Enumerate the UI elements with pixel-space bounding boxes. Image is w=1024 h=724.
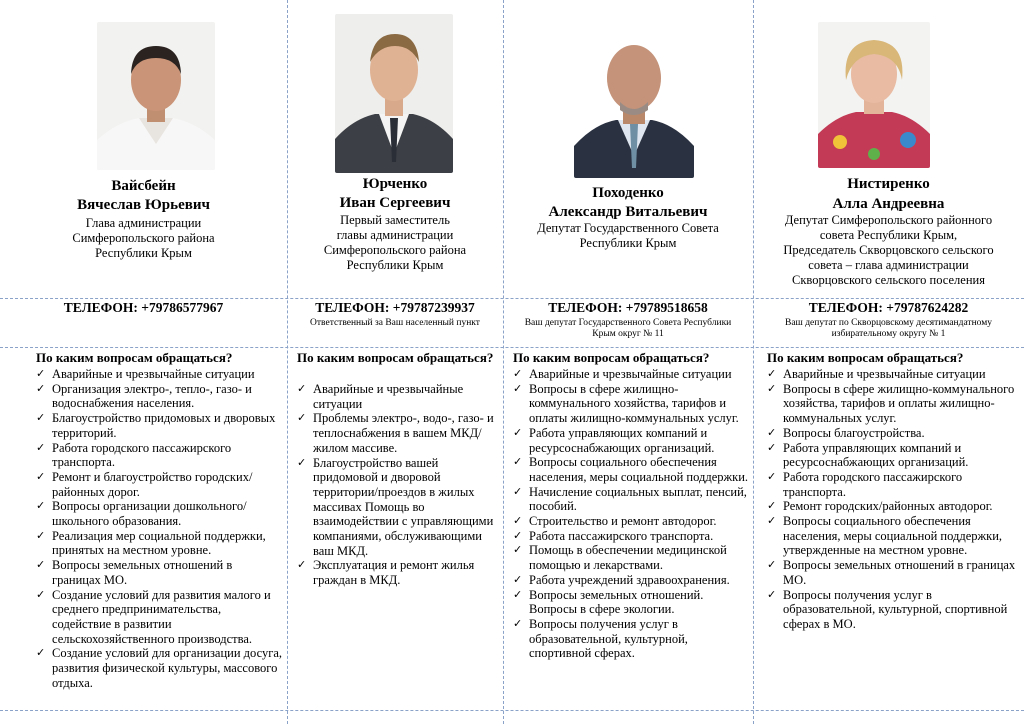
person-given-name: Алла Андреевна [832,196,945,212]
contact-card-nistirenko [753,0,1024,724]
person-title: Глава администрации Симферопольского района Республики Крым [72,216,215,260]
list-item [765,441,1022,470]
phone-note: Ваш депутат Государственного Совета Республики Крым округ № 11 [524,318,732,339]
list-item [765,514,1022,558]
portrait-image [818,22,930,168]
check-icon: ✓ [767,441,777,454]
list-item-text: Ремонт городских/районных автодорог. [783,499,993,514]
list-item [511,543,751,572]
phone-number[interactable]: ТЕЛЕФОН: +79787239937 [315,300,475,315]
check-icon: ✓ [513,368,523,380]
list-item [295,382,501,411]
list-item [295,411,501,455]
phone-note: Ваш депутат по Скворцовскому десятимандатному избирательному округу № 1 [784,318,993,339]
portrait-image [335,14,453,173]
check-icon: ✓ [513,515,523,528]
list-item-text: Вопросы земельных отношений. Вопросы в сфере экологии. [529,587,704,617]
list-item [765,382,1022,426]
list-item [765,367,1022,382]
list-item-text: Вопросы организации дошкольного/школьного образования. [52,499,247,529]
list-item [34,499,282,528]
check-icon: ✓ [297,456,307,469]
list-item-text: Аварийные и чрезвычайные ситуации [783,367,986,381]
person-given-name: Александр Витальевич [548,204,708,220]
check-icon: ✓ [36,382,46,395]
list-item [34,588,282,647]
check-icon: ✓ [513,573,523,586]
questions-list [34,367,282,690]
check-icon: ✓ [297,412,307,425]
list-item [765,499,1022,514]
list-item-text: Работа управляющих компаний и ресурсоснабжающих организаций. [783,440,969,470]
questions-list [765,367,1022,632]
list-item [34,470,282,499]
list-item-text: Работа учреждений здравоохранения. [529,572,730,587]
list-item-text: Проблемы электро-, водо-, газо- и теплоснабжения в вашем МКД/жилом массиве. [313,411,494,455]
list-item-text: Вопросы земельных отношений в границах МО. [52,558,233,587]
portrait-photo [335,14,453,173]
portrait-photo [818,22,930,168]
person-given-name: Вячеслав Юрьевич [77,197,210,213]
portrait-photo [574,26,694,178]
check-icon: ✓ [767,515,777,528]
list-item-text: Благоустройство придомовых и дворовых территорий. [52,411,276,440]
list-item [511,529,751,544]
list-item [34,411,282,440]
check-icon: ✓ [513,529,523,542]
check-icon: ✓ [36,500,46,513]
check-icon: ✓ [767,559,777,572]
list-item-text: Вопросы земельных отношений в границах МО. [783,558,1016,587]
list-item-text: Вопросы социального обеспечения населения, меры социальной поддержки. [529,455,749,484]
check-icon: ✓ [767,382,777,395]
check-icon: ✓ [36,412,46,425]
list-item-text: Аварийные и чрезвычайные ситуации [52,367,255,381]
check-icon: ✓ [513,426,523,439]
check-icon: ✓ [36,368,46,380]
list-item-text: Создание условий для организации досуга, развития физической культуры, массового отдыха. [52,646,283,690]
check-icon: ✓ [767,588,777,601]
contact-card-vaisbein [0,0,287,724]
list-item-text: Вопросы в сфере жилищно-коммунального хозяйства, тарифов и оплаты жилищно-коммунальных услуг. [783,381,1015,426]
person-title: Первый заместитель главы администрации Симферопольского района Республики Крым [323,213,467,272]
person-surname: Вайсбейн [111,178,176,194]
list-item-text: Создание условий для развития малого и среднего предпринимательства, содействие в развитии сельскохозяйственного производства. [52,587,271,646]
list-item-text: Организация электро-, тепло-, газо- и водоснабжения населения. [52,381,252,411]
check-icon: ✓ [767,426,777,439]
check-icon: ✓ [767,368,777,380]
list-item [511,573,751,588]
list-item-text: Эксплуатация и ремонт жилья граждан в МКД. [313,558,475,588]
phone-number[interactable]: ТЕЛЕФОН: +79786577967 [63,300,224,315]
check-icon: ✓ [513,588,523,601]
phone-number[interactable]: ТЕЛЕФОН: +79787624282 [808,300,969,315]
list-item [34,529,282,558]
portrait-photo [97,22,215,170]
list-item-text: Вопросы получения услуг в образовательной, культурной, спортивной сферах. [529,616,688,661]
list-item [511,485,751,514]
check-icon: ✓ [513,485,523,498]
list-item [34,367,282,382]
person-title: Депутат Симферопольского районного совета Республики Крым, Председатель Скворцовского сельского совета – глава администрации Скворцовского сельского поселения [783,213,994,287]
check-icon: ✓ [36,588,46,601]
list-item [295,456,501,559]
list-item-text: Помощь в обеспечении медицинской помощью и лекарствами. [529,543,727,573]
portrait-image [574,26,694,178]
list-item-text: Строительство и ремонт автодорог. [529,514,717,529]
phone-number[interactable]: ТЕЛЕФОН: +79789518658 [548,300,708,315]
list-item [34,646,282,690]
questions-list [511,367,751,661]
list-item-text: Благоустройство вашей придомовой и дворовой территории/проездов в жилых массивах Помощь во взаимодействии с управляющими компаниями, обслуживающими ваш МКД. [313,455,494,558]
list-item [765,470,1022,499]
list-item [34,558,282,587]
person-title: Депутат Государственного Совета Республики Крым [537,221,719,250]
list-item [511,455,751,484]
check-icon: ✓ [767,500,777,513]
list-item [511,588,751,617]
list-item [765,558,1022,587]
list-item-text: Вопросы в сфере жилищно-коммунального хозяйства, тарифов и оплаты жилищно-коммунальных услуг. [529,381,739,426]
phone-note: Ответственный за Ваш населенный пункт [310,318,480,328]
person-surname: Походенко [592,185,664,201]
list-item [511,426,751,455]
list-item-text: Аварийные и чрезвычайные ситуации [529,367,732,381]
questions-heading: По каким вопросам обращаться? [36,350,233,365]
questions-heading: По каким вопросам обращаться? [767,350,964,365]
list-item-text: Начисление социальных выплат, пенсий, пособий. [529,484,747,514]
check-icon: ✓ [297,559,307,572]
check-icon: ✓ [36,647,46,660]
questions-list [295,382,501,588]
list-item [295,558,501,587]
check-icon: ✓ [513,544,523,557]
check-icon: ✓ [36,559,46,572]
portrait-image [97,22,215,170]
list-item-text: Аварийные и чрезвычайные ситуации [313,382,464,411]
list-item [34,382,282,411]
list-item-text: Работа управляющих компаний и ресурсоснабжающих организаций. [529,425,715,455]
person-surname: Нистиренко [847,176,930,192]
check-icon: ✓ [36,529,46,542]
list-item-text: Работа пассажирского транспорта. [529,528,714,543]
list-item-text: Ремонт и благоустройство городских/районных дорог. [52,469,253,499]
list-item [511,367,751,382]
check-icon: ✓ [513,456,523,469]
list-item-text: Работа городского пассажирского транспорта. [52,440,232,470]
questions-heading: По каким вопросам обращаться? [297,350,494,365]
contact-card-pokhodenko [503,0,753,724]
list-item-text: Вопросы социального обеспечения населения, меры социальной поддержки, утвержденные на местном уровне. [783,514,1003,558]
list-item [34,441,282,470]
check-icon: ✓ [767,470,777,483]
list-item-text: Работа городского пассажирского транспорта. [783,469,963,499]
list-item [511,382,751,426]
list-item-text: Вопросы благоустройства. [783,425,925,440]
check-icon: ✓ [36,470,46,483]
check-icon: ✓ [513,617,523,630]
person-given-name: Иван Сергеевич [339,195,451,211]
list-item [765,426,1022,441]
list-item-text: Реализация мер социальной поддержки, принятых на местном уровне. [52,528,266,558]
check-icon: ✓ [297,383,307,395]
list-item [511,617,751,661]
contact-card-yurchenko [287,0,503,724]
check-icon: ✓ [36,441,46,454]
list-item [511,514,751,529]
list-item-text: Вопросы получения услуг в образовательной, культурной, спортивной сферах в МО. [783,587,1008,631]
list-item [765,588,1022,632]
check-icon: ✓ [513,382,523,395]
person-surname: Юрченко [362,176,428,192]
questions-heading: По каким вопросам обращаться? [513,350,710,365]
